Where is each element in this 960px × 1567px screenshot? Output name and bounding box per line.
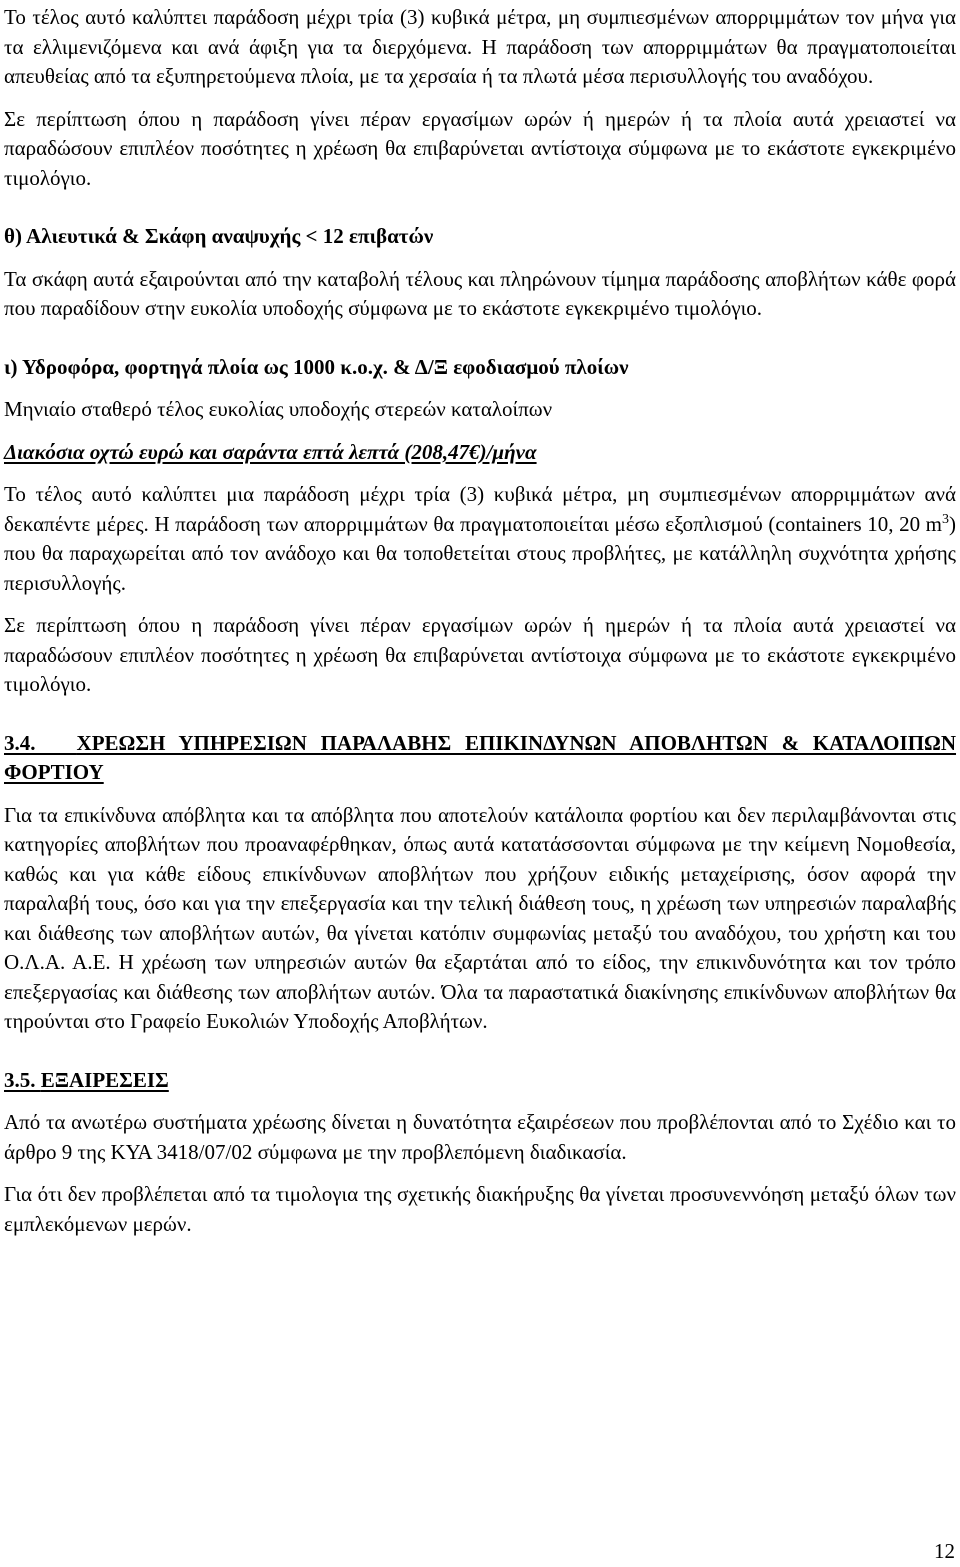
section-heading-3-5	[4, 1066, 956, 1096]
paragraph-fishing-boats: Τα σκάφη αυτά εξαιρούνται από την καταβολή τέλους και πληρώνουν τίμημα παράδοσης αποβλήτων κάθε φορά που παραδίδουν στην ευκολία υποδοχής σύμφωνα με το εκάστοτε εγκεκριμένο τιμολόγιο.	[4, 266, 956, 320]
heading-fishing-boats: θ) Αλιευτικά & Σκάφη αναψυχής < 12 επιβατών	[4, 224, 434, 248]
paragraph-containers-part-b: ) που θα παραχωρείται από τον ανάδοχο και θα τοποθετείται στους προβλήτες, με κατάλληλη συχνότητα χρήσης περισυλλογής.	[4, 511, 956, 595]
section-title-3-4: ΧΡΕΩΣΗ ΥΠΗΡΕΣΙΩΝ ΠΑΡΑΛΑΒΗΣ ΕΠΙΚΙΝΔΥΝΩΝ ΑΠΟΒΛΗΤΩΝ & ΚΑΤΑΛΟΙΠΩΝ ΦΟΡΤΙΟΥ	[4, 730, 957, 784]
paragraph-hazardous-waste: Για τα επικίνδυνα απόβλητα και τα απόβλητα που αποτελούν κατάλοιπα φορτίου και δεν περιλαμβάνονται στις κατηγορίες αποβλήτων που προαναφέρθηκαν, όπως αυτά κατατάσσονται σύμφωνα με την κείμενη Νομοθεσία, καθώς και για κάθε είδους επικίνδυνων αποβλήτων που χρήζουν ειδικής μεταχείρισης, όσον αφορά την παραλαβή τους, όσο και για την επεξεργασία και την τελική διάθεση τους, η χρέωση των υπηρεσιών παραλαβής και διάθεσης των αποβλήτων αυτών, θα γίνεται κατόπιν συμφωνίας μεταξύ του αναδόχου, του χρήστη και του Ο.Λ.Α. Α.Ε. Η χρέωση των υπηρεσιών αυτών θα εξαρτάται από το είδος, την επικινδυνότητα και τον τρόπο επεξεργασίας και διάθεσης των αποβλήτων αυτών. Όλα τα παραστατικά διακίνησης επικίνδυνων αποβλήτων θα τηρούνται στο Γραφείο Ευκολιών Υποδοχής Αποβλήτων.	[4, 802, 956, 1033]
page-number: 12	[934, 1539, 955, 1563]
paragraph-containers-part-a: Το τέλος αυτό καλύπτει μια παράδοση μέχρι τρία (3) κυβικά μέτρα, μη συμπιεσμένων απορριμμάτων ανά δεκαπέντε μέρες. Η παράδοση των απορριμμάτων θα πραγματοποιείται μέσω εξοπλισμού (containers 10, 20 m	[4, 482, 956, 536]
paragraph-extra-hours-2: Σε περίπτωση όπου η παράδοση γίνει πέραν εργασίμων ωρών ή ημερών ή τα πλοία αυτά χρειαστεί να παραδώσουν επιπλέον ποσότητες η χρέωση θα επιβαρύνεται αντίστοιχα σύμφωνα με το εκάστοτε εγκεκριμένο τιμολόγιο.	[4, 613, 956, 696]
section-number-3-5: 3.5.	[4, 1067, 36, 1092]
heading-water-tankers: ι) Υδροφόρα, φορτηγά πλοία ως 1000 κ.ο.χ. & Δ/Ξ εφοδιασμού πλοίων	[4, 354, 629, 379]
fee-amount-line	[4, 438, 956, 468]
document-page	[4, 3, 956, 1239]
paragraph-monthly-fee: Μηνιαίο σταθερό τέλος ευκολίας υποδοχής στερεών καταλοίπων	[4, 397, 553, 421]
paragraph-agreement: Για ότι δεν προβλέπεται από τα τιμολογια της σχετικής διακήρυξης θα γίνεται προσυνεννόηση μεταξύ όλων των εμπλεκόμενων μερών.	[4, 1182, 956, 1236]
paragraph-exceptions: Από τα ανωτέρω συστήματα χρέωσης δίνεται η δυνατότητα εξαιρέσεων που προβλέπονται από το Σχέδιο και το άρθρο 9 της ΚΥΑ 3418/07/02 σύμφωνα με την προβλεπόμενη διαδικασία.	[4, 1110, 956, 1164]
paragraph-containers	[4, 480, 956, 598]
section-number-3-4: 3.4.	[4, 730, 36, 755]
section-title-3-5: ΕΞΑΙΡΕΣΕΙΣ	[40, 1067, 169, 1092]
paragraph-delivery-terms: Το τέλος αυτό καλύπτει παράδοση μέχρι τρία (3) κυβικά μέτρα, μη συμπιεσμένων απορριμμάτων τον μήνα για τα ελλιμενιζόμενα και ανά άφιξη για τα διερχόμενα. Η παράδοση των απορριμμάτων θα πραγματοποιείται απευθείας από τα εξυπηρετούμενα πλοία, με τα χερσαία ή τα πλωτά μέσα περισυλλογής του αναδόχου.	[4, 5, 956, 88]
fee-amount-text: Διακόσια οχτώ ευρώ και σαράντα επτά λεπτά (208,47€)/μήνα	[4, 439, 537, 464]
paragraph-extra-hours: Σε περίπτωση όπου η παράδοση γίνει πέραν εργασίμων ωρών ή ημερών ή τα πλοία αυτά χρειαστεί να παραδώσουν επιπλέον ποσότητες η χρέωση θα επιβαρύνεται αντίστοιχα σύμφωνα με το εκάστοτε εγκεκριμένο τιμολόγιο.	[4, 106, 956, 190]
section-heading-3-4	[4, 729, 956, 788]
superscript-cubic: 3	[942, 511, 949, 527]
